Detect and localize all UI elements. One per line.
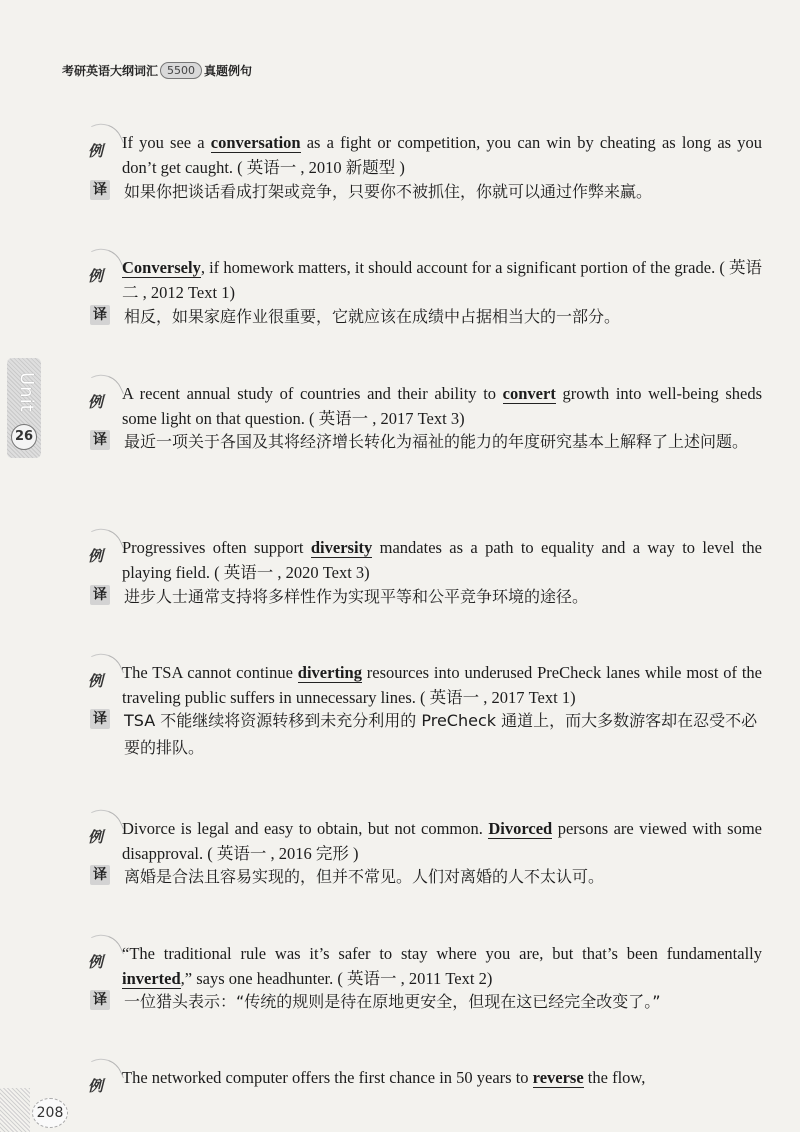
translation-text: TSA 不能继续将资源转移到未充分利用的 PreCheck 通道上，而大多数游客却在忍受不必要的排队。 (124, 711, 758, 757)
translation-text: 进步人士通常支持将多样性作为实现平等和公平竞争环境的途径。 (124, 587, 589, 606)
example-icon: 例 (86, 1055, 126, 1099)
translation-icon: 译 (90, 865, 110, 885)
translation-icon: 译 (90, 180, 110, 200)
example-icon: 例 (86, 806, 126, 850)
header-title-left: 考研英语大纲词汇 (62, 64, 159, 78)
translation-icon: 译 (90, 990, 110, 1010)
example-icon: 例 (86, 245, 126, 289)
keyword: diversity (310, 538, 373, 557)
corner-pattern (0, 1088, 30, 1132)
example-sentence: Divorce is legal and easy to obtain, but not common. Divorced persons are viewed with some disapproval. ( 英语一 , 2016 完形 ) (122, 819, 762, 863)
keyword: inverted (122, 969, 181, 988)
example-icon: 例 (86, 525, 126, 569)
example-sentence: Progressives often support diversity mandates as a path to equality and a way to level the playing field. ( 英语一 , 2020 Text 3) (122, 538, 762, 582)
running-header (62, 62, 252, 79)
unit-label: Unit (16, 371, 37, 413)
keyword: convert (502, 384, 556, 403)
unit-side-tab (7, 358, 41, 458)
example-icon: 例 (86, 650, 126, 694)
translation-icon: 译 (90, 709, 110, 729)
keyword: Conversely (122, 258, 201, 277)
translation-text: 相反，如果家庭作业很重要，它就应该在成绩中占据相当大的一部分。 (124, 307, 621, 326)
translation-icon: 译 (90, 430, 110, 450)
translation-icon: 译 (90, 585, 110, 605)
translation-text: 一位猎头表示：“传统的规则是待在原地更安全，但现在这已经完全改变了。” (124, 992, 661, 1011)
example-icon: 例 (86, 371, 126, 415)
translation-text: 最近一项关于各国及其将经济增长转化为福祉的能力的年度研究基本上解释了上述问题。 (124, 432, 749, 451)
page-number: 208 (32, 1098, 68, 1128)
translation-text: 离婚是合法且容易实现的，但并不常见。人们对离婚的人不太认可。 (124, 867, 605, 886)
keyword: conversation (210, 133, 301, 152)
example-icon: 例 (86, 931, 126, 975)
header-title-right: 真题例句 (204, 64, 253, 78)
example-sentence: Conversely, if homework matters, it should account for a significant portion of the grade. ( 英语二 , 2012 Text 1) (122, 258, 762, 302)
keyword: diverting (297, 663, 362, 682)
example-sentence: A recent annual study of countries and their ability to convert growth into well-being sheds some light on that question. ( 英语一 , 2017 Text 3) (122, 384, 763, 428)
header-badge: 5500 (160, 62, 202, 79)
keyword: reverse (532, 1068, 584, 1087)
translation-icon: 译 (90, 305, 110, 325)
example-sentence: The networked computer offers the first chance in 50 years to reverse the flow, (122, 1068, 646, 1087)
translation-text: 如果你把谈话看成打架或竞争，只要你不被抓住，你就可以通过作弊来赢。 (124, 182, 653, 201)
example-sentence: The TSA cannot continue diverting resources into underused PreCheck lanes while most of the traveling public suffers in unnecessary lines. ( 英语一 , 2017 Text 1) (122, 663, 762, 707)
example-sentence: If you see a conversation as a fight or competition, you can win by cheating as long as you don’t get caught. ( 英语一 , 2010 新题型 ) (122, 133, 762, 177)
example-sentence: “The traditional rule was it’s safer to stay where you are, but that’s been fundamentally inverted,” says one headhunter. ( 英语一 , 2011 Text 2) (122, 944, 762, 988)
unit-number: 26 (11, 424, 37, 450)
keyword: Divorced (488, 819, 553, 838)
example-icon: 例 (86, 120, 126, 164)
